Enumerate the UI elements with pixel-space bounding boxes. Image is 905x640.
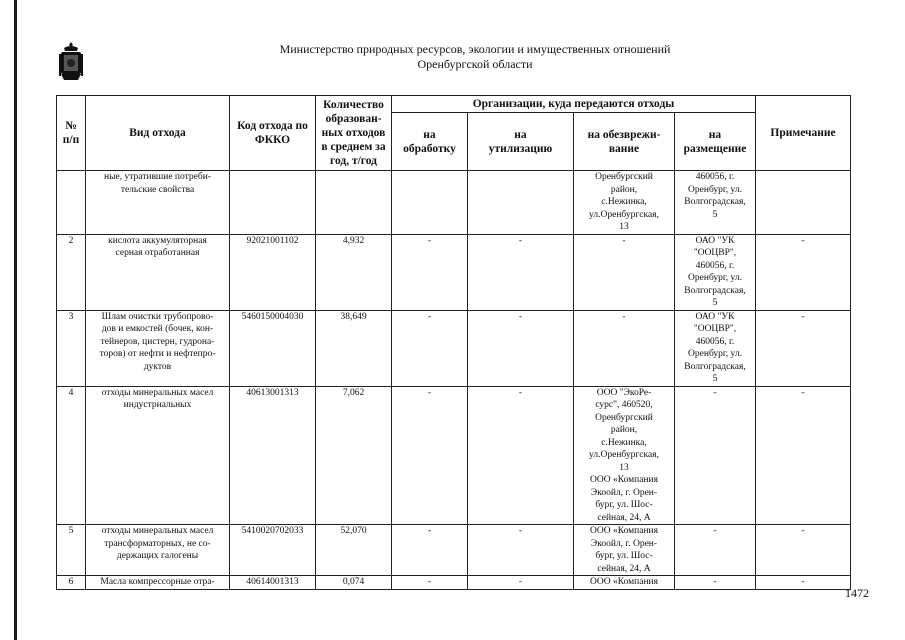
cell-code — [230, 171, 316, 235]
col-header-utilization: на утилизацию — [468, 113, 574, 171]
cell-note: - — [756, 234, 851, 310]
cell-neutralization: - — [574, 310, 675, 386]
cell-quantity: 38,649 — [316, 310, 392, 386]
cell-utilization: - — [468, 576, 574, 590]
cell-placement: 460056, г. Оренбург, ул. Волгоградская, 5 — [675, 171, 756, 235]
cell-waste-type: отходы минеральных масел индустриальных — [86, 386, 230, 525]
col-header-num: № п/п — [57, 96, 86, 171]
cell-quantity: 7,062 — [316, 386, 392, 525]
cell-waste-type: кислота аккумуляторная серная отработанная — [86, 234, 230, 310]
cell-num: 5 — [57, 525, 86, 576]
cell-num: 6 — [57, 576, 86, 590]
col-header-code: Код отхода по ФККО — [230, 96, 316, 171]
cell-note: - — [756, 525, 851, 576]
waste-table — [56, 95, 851, 590]
cell-placement: ОАО "УК "ООЦВР", 460056, г. Оренбург, ул. Волгоградская, 5 — [675, 310, 756, 386]
cell-code: 5410020702033 — [230, 525, 316, 576]
coat-of-arms-emblem — [56, 40, 86, 82]
cell-note — [756, 171, 851, 235]
cell-processing: - — [392, 525, 468, 576]
cell-neutralization: ООО "ЭкоРе- сурс", 460520, Оренбургский район, с.Нежинка, ул.Оренбургская, 13 ООО «Компания Экоойл, г. Орен- бург, ул. Шос- сейная, 24, А — [574, 386, 675, 525]
table-row — [57, 234, 851, 310]
table-row — [57, 576, 851, 590]
cell-waste-type: Масла компрессорные отра- — [86, 576, 230, 590]
cell-code: 92021001102 — [230, 234, 316, 310]
cell-note: - — [756, 576, 851, 590]
ministry-header — [240, 42, 710, 72]
cell-placement: - — [675, 525, 756, 576]
table-row — [57, 310, 851, 386]
col-header-processing: на обработку — [392, 113, 468, 171]
col-header-neutralization: на обезврежи-вание — [574, 113, 675, 171]
cell-neutralization: ООО «Компания Экоойл, г. Орен- бург, ул. Шос- сейная, 24, А — [574, 525, 675, 576]
col-header-organizations: Организации, куда передаются отходы — [392, 96, 756, 113]
table-header-row-1 — [57, 96, 851, 113]
cell-placement: ОАО "УК "ООЦВР", 460056, г. Оренбург, ул. Волгоградская, 5 — [675, 234, 756, 310]
cell-neutralization: Оренбургский район, с.Нежинка, ул.Оренбургская, 13 — [574, 171, 675, 235]
cell-utilization: - — [468, 234, 574, 310]
cell-processing: - — [392, 310, 468, 386]
cell-num: 3 — [57, 310, 86, 386]
cell-processing: - — [392, 386, 468, 525]
page-edge-rule — [14, 0, 17, 640]
col-header-note: Примечание — [756, 96, 851, 171]
cell-quantity: 0,074 — [316, 576, 392, 590]
table-row — [57, 386, 851, 525]
page-number: 1472 — [845, 586, 869, 600]
cell-num: 2 — [57, 234, 86, 310]
col-header-quantity: Количество образован-ных отходов в среднем за год, т/год — [316, 96, 392, 171]
cell-placement: - — [675, 386, 756, 525]
col-header-waste-type: Вид отхода — [86, 96, 230, 171]
table-row — [57, 171, 851, 235]
table-row — [57, 525, 851, 576]
cell-code: 5460150004030 — [230, 310, 316, 386]
cell-processing — [392, 171, 468, 235]
cell-quantity: 4,932 — [316, 234, 392, 310]
cell-utilization: - — [468, 525, 574, 576]
cell-quantity — [316, 171, 392, 235]
cell-note: - — [756, 310, 851, 386]
header-line-1: Министерство природных ресурсов, экологии и имущественных отношений — [279, 42, 671, 56]
cell-num — [57, 171, 86, 235]
cell-neutralization: ООО «Компания — [574, 576, 675, 590]
cell-processing: - — [392, 234, 468, 310]
cell-num: 4 — [57, 386, 86, 525]
cell-code: 40613001313 — [230, 386, 316, 525]
cell-utilization: - — [468, 386, 574, 525]
cell-note: - — [756, 386, 851, 525]
cell-waste-type: ные, утратившие потреби- тельские свойства — [86, 171, 230, 235]
cell-placement: - — [675, 576, 756, 590]
cell-processing: - — [392, 576, 468, 590]
cell-utilization — [468, 171, 574, 235]
cell-waste-type: отходы минеральных масел трансформаторных, не со- держащих галогены — [86, 525, 230, 576]
col-header-placement: на размещение — [675, 113, 756, 171]
cell-neutralization: - — [574, 234, 675, 310]
cell-code: 40614001313 — [230, 576, 316, 590]
header-line-2: Оренбургской области — [417, 57, 533, 71]
cell-quantity: 52,070 — [316, 525, 392, 576]
cell-waste-type: Шлам очистки трубопрово- дов и емкостей (бочек, кон- тейнеров, цистерн, гудрона- торов) от нефти и нефтепро- дуктов — [86, 310, 230, 386]
cell-utilization: - — [468, 310, 574, 386]
